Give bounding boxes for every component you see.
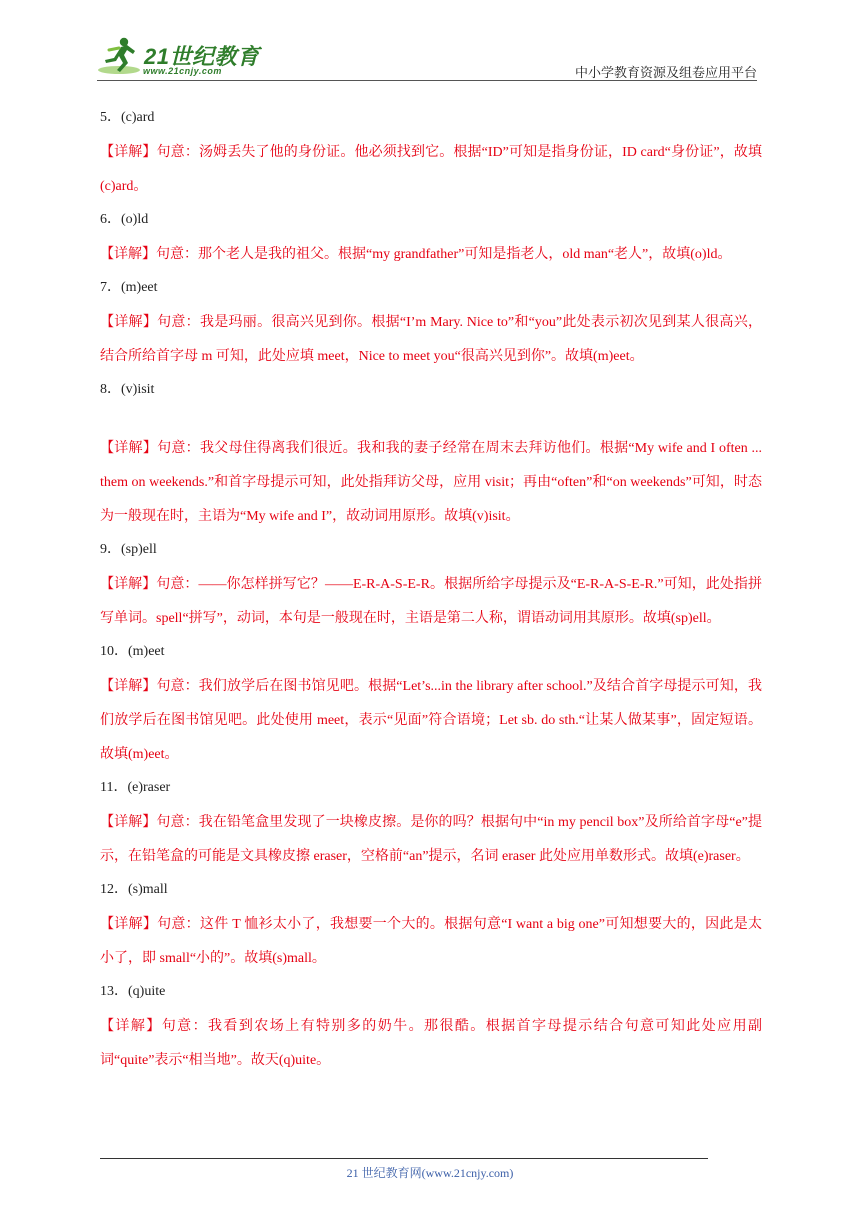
- platform-name: 中小学教育资源及组卷应用平台: [574, 66, 757, 81]
- logo-url-text: www.21cnjy.com: [143, 66, 222, 76]
- question-number: 10．(m)eet: [100, 644, 165, 659]
- question-number: 9．(sp)ell: [100, 542, 157, 557]
- answer-item: [100, 376, 762, 534]
- answer-item: [100, 274, 762, 374]
- answer-explanation: 【详解】句意：我父母住得离我们很近。我和我的妻子经常在周末去拜访他们。根据“My wife and I often ... them on weekends.”和首字母提示可知，此处指拜访父母，应用 visit；再由“often”和“on weekends”可知，时态为一般现在时，主语为“My wife and I”，故动词用原形。故填(v)isit。: [100, 441, 762, 524]
- answer-item: [100, 536, 762, 636]
- answer-explanation: 【详解】句意：我们放学后在图书馆见吧。根据“Let’s...in the library after school.”及结合首字母提示可知，我们放学后在图书馆见吧。此处使用 meet，表示“见面”符合语境；Let sb. do sth.“让某人做某事”，固定短语。故填(m)eet。: [100, 679, 762, 762]
- answer-explanation: 【详解】句意：——你怎样拼写它？——E-R-A-S-E-R。根据所给字母提示及“E-R-A-S-E-R.”可知，此处指拼写单词。spell“拼写”，动词，本句是一般现在时，主语是第二人称，谓语动词用其原形。故填(sp)ell。: [100, 577, 762, 626]
- answer-item: [100, 774, 762, 874]
- answer-item: [100, 206, 762, 272]
- question-number: 13．(q)uite: [100, 984, 166, 999]
- answer-explanation: 【详解】句意：我在铅笔盒里发现了一块橡皮擦。是你的吗？根据句中“in my pencil box”及所给首字母“e”提示，在铅笔盒的可能是文具橡皮擦 eraser，空格前“an”提示，名词 eraser 此处应用单数形式。故填(e)raser。: [100, 815, 762, 864]
- answer-item: [100, 876, 762, 976]
- answer-item: [100, 638, 762, 772]
- answer-explanation: 【详解】句意：这件 T 恤衫太小了，我想要一个大的。根据句意“I want a big one”可知想要大的，因此是太小了，即 small“小的”。故填(s)mall。: [100, 917, 762, 966]
- answer-item: [100, 104, 762, 204]
- footer-divider: [100, 1158, 708, 1159]
- question-number: 6．(o)ld: [100, 212, 149, 227]
- site-logo[interactable]: [97, 36, 267, 78]
- logo-brand-text: 21世纪教育: [144, 44, 260, 69]
- blank-gap: [100, 408, 762, 432]
- answer-explanation: 【详解】句意：我是玛丽。很高兴见到你。根据“I’m Mary. Nice to”和“you”此处表示初次见到某人很高兴，结合所给首字母 m 可知，此处应填 meet，Nice to meet you“很高兴见到你”。故填(m)eet。: [100, 315, 762, 364]
- answer-item: [100, 978, 762, 1078]
- header-divider: [97, 80, 757, 81]
- question-number: 12．(s)mall: [100, 882, 168, 897]
- question-number: 11．(e)raser: [100, 780, 171, 795]
- answer-explanation: 【详解】句意：汤姆丢失了他的身份证。他必须找到它。根据“ID”可知是指身份证，ID card“身份证”，故填(c)ard。: [100, 145, 762, 194]
- page-header: [97, 30, 757, 82]
- question-number: 5．(c)ard: [100, 110, 155, 125]
- question-number: 8．(v)isit: [100, 382, 155, 397]
- answer-list: [100, 104, 762, 1080]
- footer-link[interactable]: 21 世纪教育网(www.21cnjy.com): [346, 1166, 514, 1180]
- answer-explanation: 【详解】句意：我看到农场上有特别多的奶牛。那很酷。根据首字母提示结合句意可知此处应用副词“quite”表示“相当地”。故天(q)uite。: [100, 1019, 762, 1068]
- question-number: 7．(m)eet: [100, 280, 158, 295]
- runner-logo-icon: [97, 36, 143, 76]
- answer-explanation: 【详解】句意：那个老人是我的祖父。根据“my grandfather”可知是指老人，old man“老人”，故填(o)ld。: [100, 247, 732, 262]
